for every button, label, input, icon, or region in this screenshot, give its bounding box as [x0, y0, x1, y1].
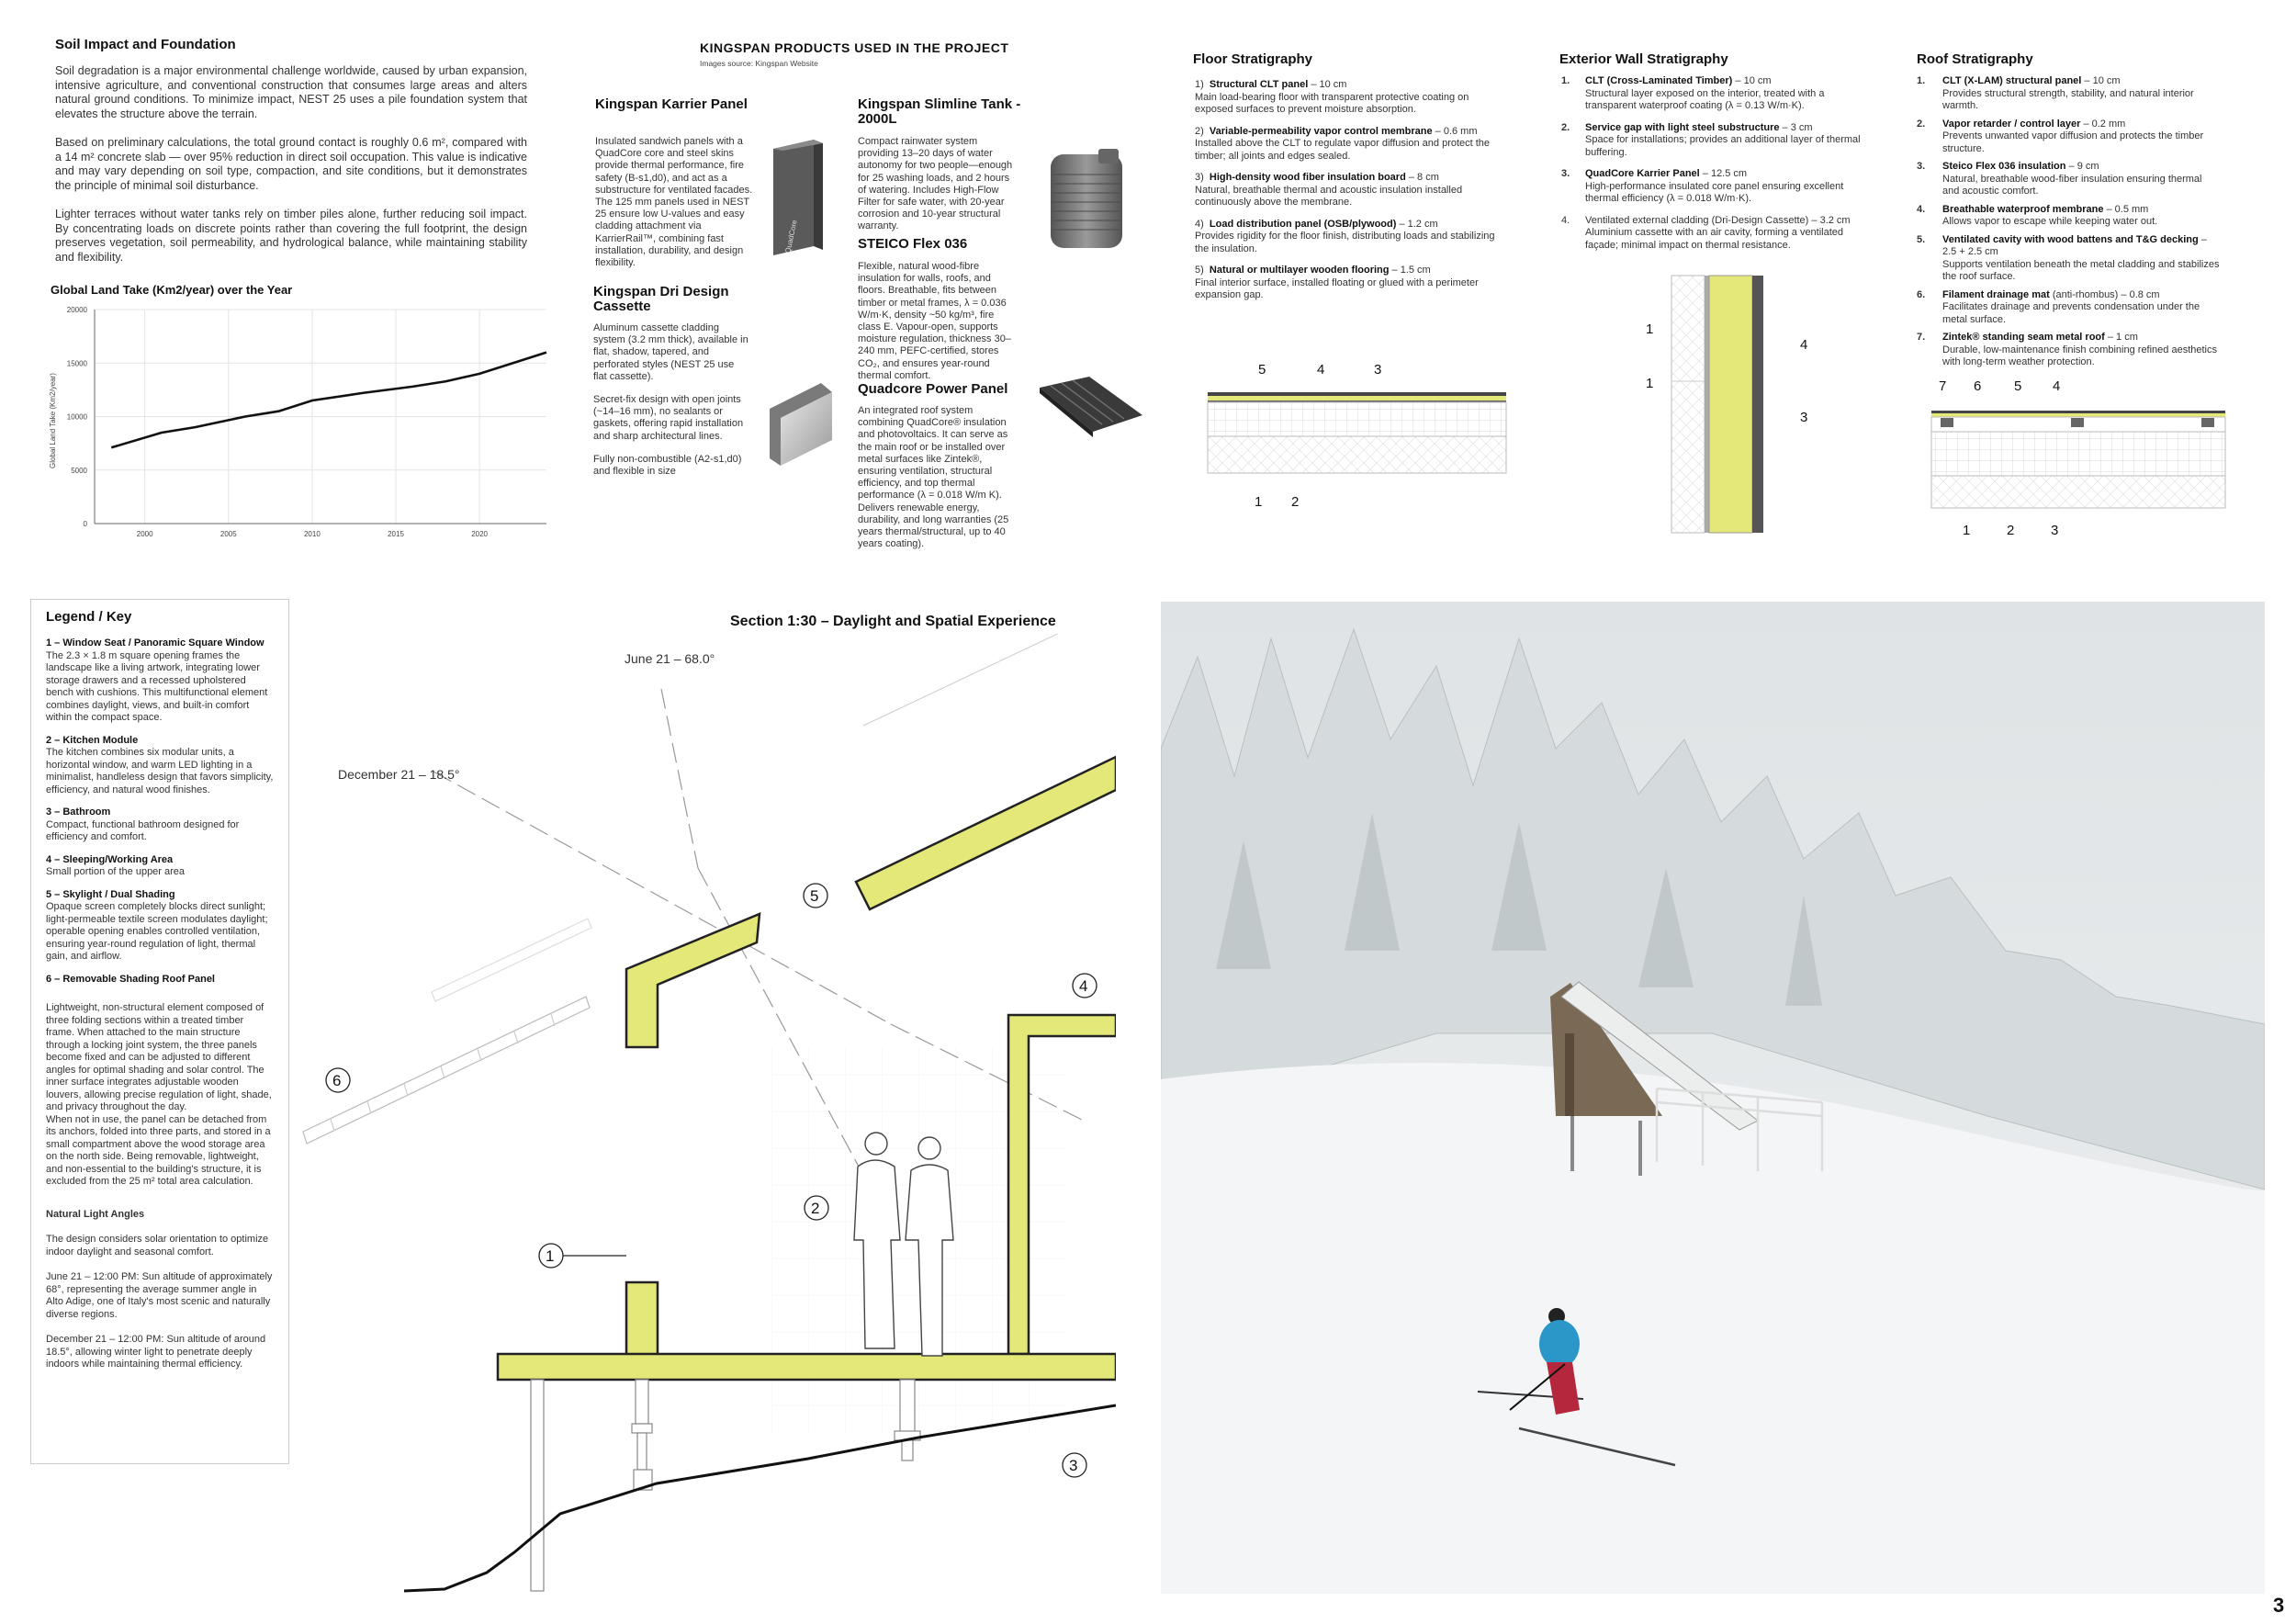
legend-natural-p: The design considers solar orientation to optimize indoor daylight and seasonal comfort. [46, 1234, 269, 1257]
roof-item-title: Breathable waterproof membrane [1942, 203, 2104, 215]
floor-item-desc: Main load-bearing floor with transparent protective coating on exposed surfaces to prevent moisture absorption. [1195, 91, 1469, 115]
section-num-2: 2 [811, 1200, 820, 1217]
wall-label-1a: 1 [1646, 321, 1654, 337]
wall-item-size: – 3 cm [1779, 121, 1813, 133]
floor-item-num: 5) [1195, 265, 1204, 276]
roof-item-title: Steico Flex 036 insulation [1942, 161, 2066, 172]
roof-item [1917, 204, 2220, 229]
slimline-title: Kingspan Slimline Tank - 2000L [858, 96, 1021, 127]
products-title: KINGSPAN PRODUCTS USED IN THE PROJECT [700, 40, 1009, 55]
wall-item [1561, 215, 1874, 253]
floor-label-1: 1 [1255, 494, 1263, 510]
chart-ylabel: Global Land Take (Km2/year) [49, 373, 57, 468]
slimline-tank-image [1047, 147, 1130, 253]
chart-xtick-label: 2005 [219, 530, 237, 538]
soil-title: Soil Impact and Foundation [55, 37, 236, 52]
wall-item-desc: Space for installations; provides an additional layer of thermal buffering. [1585, 134, 1861, 158]
wall-item-num: 3. [1561, 168, 1570, 179]
roof-item-size: – 9 cm [2065, 161, 2099, 172]
floor-label-4: 4 [1317, 362, 1325, 378]
roof-item [1917, 75, 2220, 113]
roof-item [1917, 289, 2220, 327]
section-num-5: 5 [810, 887, 819, 905]
quadcore-desc: An integrated roof system combining QuadCore® insulation and photovoltaics. It can serve as the main roof or be installed over metal surfaces like Zintek®, ensuring ventilation, structural efficiency, and top thermal performance (λ = 0.018 W/m K). Delivers renewable energy, durability, and long warranties (25 years thermal/structural, up to 40 years coating). [858, 405, 1009, 550]
roof-label-2: 2 [2007, 523, 2015, 537]
roof-item-size: – 1 cm [2104, 332, 2138, 343]
wall-item-title: Service gap with light steel substructure [1585, 121, 1780, 133]
floor-item-num: 2) [1195, 125, 1204, 137]
roof-title: Roof Stratigraphy [1917, 51, 2033, 67]
section-num-4: 4 [1079, 977, 1088, 995]
chart-xtick-label: 2015 [388, 530, 404, 538]
roof-item-desc: Allows vapor to escape while keeping water out. [1942, 216, 2158, 227]
floor-item-desc: Final interior surface, installed floating or glued with a perimeter expansion gap. [1195, 276, 1479, 300]
wall-item-desc: Structural layer exposed on the interior, treated with a transparent waterproof coating (λ = 0.13 W/m·K). [1585, 87, 1825, 111]
roof-label-3: 3 [2051, 523, 2059, 537]
sun-ray-december [433, 772, 891, 1024]
floor-item-size: – 8 cm [1405, 172, 1439, 183]
quadcore-title: Quadcore Power Panel [858, 381, 1008, 397]
wall-title: Exterior Wall Stratigraphy [1559, 51, 1728, 67]
floor-item-desc: Installed above the CLT to regulate vapor diffusion and protect the timber; all joints and edges sealed. [1195, 138, 1491, 162]
dri-desc-2: Secret-fix design with open joints (~14–16 mm), no sealants or gaskets, offering rapid installation and sharp architectural lines. [593, 394, 744, 442]
products-source: Images source: Kingspan Website [700, 59, 818, 68]
sun-label-december: December 21 – 18.5° [338, 767, 460, 782]
wall-item-num: 4. [1561, 214, 1570, 226]
legend-item-desc: Opaque screen completely blocks direct sunlight; light-permeable textile screen modulates daylight; operable opening enables controlled ventilation, ensuring year-round regulation of light, thermal gain, and airflow. [46, 901, 268, 962]
legend-item-desc: Small portion of the upper area [46, 866, 186, 877]
chart-axes [67, 306, 546, 538]
legend-item [46, 854, 274, 879]
quadcore-panel-image [1036, 375, 1146, 439]
legend-june-p: June 21 – 12:00 PM: Sun altitude of approximately 68°, representing the average summer angle in Alto Adige, one of Italy's most scenic and naturally diverse regions. [46, 1271, 273, 1320]
roof-item-size: (anti-rhombus) – 0.8 cm [2049, 288, 2160, 300]
floor-item-title: High-density wood fiber insulation board [1209, 172, 1406, 183]
chart-ytick-label: 5000 [71, 466, 87, 475]
wall-section-diagram [1635, 271, 1837, 537]
wall-item [1561, 168, 1874, 206]
floor-item-num: 1) [1195, 79, 1204, 90]
legend-title: Legend / Key [46, 609, 132, 625]
roof-label-4: 4 [2053, 378, 2061, 394]
chart-ytick-label: 20000 [66, 306, 87, 314]
roof-item-title: Zintek® standing seam metal roof [1942, 332, 2105, 343]
roof-item-desc: Supports ventilation beneath the metal cladding and stabilizes the roof surface. [1942, 258, 2220, 282]
legend-shading-p2: When not in use, the panel can be detached from its anchors, folded into three parts, and stored in a small compartment above the wood storage area on the north side. Being removable, lightweight, and non-essential to the building's structure, it is excluded from the 25 m² total area calculation. [46, 1113, 271, 1187]
roof-upper-panel [856, 757, 1116, 909]
wall-item-size: Ventilated external cladding (Dri-Design Cassette) – 3.2 cm [1585, 214, 1851, 226]
section-num-3: 3 [1069, 1457, 1078, 1474]
floor-label-3: 3 [1374, 362, 1382, 378]
roof-label-5: 5 [2014, 378, 2022, 394]
floor-item-size: – 1.5 cm [1389, 265, 1431, 276]
floor-item-title: Natural or multilayer wooden flooring [1209, 265, 1390, 276]
legend-item [46, 889, 274, 964]
roof-item-desc: Durable, low-maintenance finish combining refined aesthetics with long-term weather protection. [1942, 344, 2217, 367]
floor-item-title: Structural CLT panel [1209, 79, 1309, 90]
legend-item [46, 637, 274, 725]
roof-item-num: 4. [1917, 203, 1926, 215]
legend-item [46, 806, 274, 844]
wall-item-num: 2. [1561, 121, 1570, 133]
wall-item-size: – 10 cm [1732, 75, 1772, 86]
roof-item [1917, 234, 2220, 284]
chart-grid [95, 310, 546, 524]
soil-text [55, 64, 527, 265]
roof-item-num: 5. [1917, 233, 1926, 245]
karrier-panel-image [766, 138, 830, 257]
site-photo [1161, 602, 2265, 1594]
floor-slab [498, 1354, 1116, 1380]
floor-item [1195, 219, 1498, 256]
wall-left [626, 1282, 658, 1359]
chart-ytick-label: 10000 [66, 412, 87, 422]
legend-dec-p: December 21 – 12:00 PM: Sun altitude of around 18.5°, allowing winter light to penetrate deeply indoors while maintaining thermal efficiency. [46, 1334, 266, 1370]
roof-label-6: 6 [1974, 378, 1982, 394]
legend-item-title: 3 – Bathroom [46, 806, 111, 818]
roof-item-desc: Provides structural strength, stability, and natural interior warmth. [1942, 87, 2194, 111]
floor-label-2: 2 [1291, 494, 1300, 510]
dri-title: Kingspan Dri Design Cassette [593, 284, 729, 314]
roof-item-desc: Natural, breathable wood-fiber insulation ensuring thermal and acoustic comfort. [1942, 173, 2202, 197]
floor-item-desc: Provides rigidity for the floor finish, distributing loads and stabilizing the insulation. [1195, 231, 1495, 254]
steico-title: STEICO Flex 036 [858, 236, 968, 252]
floor-item-size: – 0.6 mm [1432, 125, 1478, 137]
section-num-6: 6 [332, 1072, 342, 1089]
wall-label-4: 4 [1800, 337, 1808, 353]
dri-cassette-image [766, 381, 839, 468]
floor-item [1195, 265, 1498, 302]
wall-item-num: 1. [1561, 75, 1570, 86]
wall-item-title: CLT (Cross-Laminated Timber) [1585, 75, 1733, 86]
legend-item-desc: The 2.3 × 1.8 m square opening frames the landscape like a living artwork, integrating lower storage drawers and a recessed upholstered bench with cushions. This multifunctional element combines daylight, views, and built-in comfort within the compact space. [46, 649, 268, 723]
wall-item-desc: Aluminium cassette with an air cavity, forming a ventilated façade; minimal impact on thermal resistance. [1585, 227, 1844, 251]
floor-item-title: Load distribution panel (OSB/plywood) [1209, 218, 1397, 230]
wall-item-title: QuadCore Karrier Panel [1585, 168, 1700, 179]
floor-label-5: 5 [1258, 362, 1266, 378]
roof-item-title: Vapor retarder / control layer [1942, 118, 2081, 130]
chart-series-line [111, 353, 546, 448]
chart-ytick-label: 15000 [66, 359, 87, 368]
floor-item [1195, 79, 1498, 117]
chart-xtick-label: 2020 [471, 530, 489, 538]
roof-item-num: 2. [1917, 118, 1926, 130]
terrain-line [404, 1405, 1116, 1591]
floor-item-num: 3) [1195, 172, 1204, 183]
wall-label-3: 3 [1800, 410, 1808, 425]
wall-list [1561, 75, 1874, 261]
legend-item-title: 2 – Kitchen Module [46, 734, 139, 746]
legend-shading-p1: Lightweight, non-structural element composed of three folding sections within a treated timber frame. When attached to the main structure through a locking joint system, the three panels become fixed and can be adjusted to different angles for optimal shading and solar control. The inner surface integrates adjustable wooden louvers, allowing precise regulation of light, shade, and privacy throughout the day. [46, 1002, 272, 1112]
wall-label-1b: 1 [1646, 376, 1654, 391]
dri-desc [593, 322, 749, 478]
legend-item [46, 974, 274, 987]
roof-item-size: – 2.5 + 2.5 cm [1942, 233, 2207, 257]
soil-p3: Lighter terraces without water tanks rely on timber piles alone, further reducing soil impact. By concentrating loads on discrete points rather than covering the full footprint, the design preserves vegetation, soil permeability, and hydrological balance, while maintaining stability and flexibility. [55, 208, 527, 264]
karrier-desc: Insulated sandwich panels with a QuadCore core and steel skins provide thermal performance, fire safety (B-s1,d0), and act as a substructure for ventilated facades. The 125 mm panels used in NEST 25 ensure low U-values and easy cladding attachment via KarrierRail™, combining fast installation, durability, and design flexibility. [595, 136, 753, 269]
floor-item-title: Variable-permeability vapor control membrane [1209, 125, 1433, 137]
roof-item-desc: Facilitates drainage and prevents condensation under the metal surface. [1942, 301, 2200, 325]
floor-title: Floor Stratigraphy [1193, 51, 1313, 67]
legend-natural-title: Natural Light Angles [46, 1208, 145, 1220]
land-take-chart [37, 299, 551, 542]
roof-item-size: – 0.2 mm [2080, 118, 2126, 130]
floor-item-num: 4) [1195, 218, 1204, 230]
dri-desc-1: Aluminum cassette cladding system (3.2 mm thick), available in flat, shadow, tapered, and perforated styles (NEST 25 use flat cassette). [593, 322, 748, 382]
section-num-1: 1 [546, 1247, 555, 1265]
section-drawing [294, 634, 1116, 1598]
wall-item-size: – 12.5 cm [1699, 168, 1748, 179]
wall-item [1561, 122, 1874, 160]
legend-box [30, 599, 289, 1464]
roof-item [1917, 118, 2220, 156]
roof-item [1917, 332, 2220, 369]
roof-item-desc: Prevents unwanted vapor diffusion and protects the timber structure. [1942, 130, 2204, 154]
roof-list [1917, 75, 2220, 375]
soil-p1: Soil degradation is a major environmental challenge worldwide, caused by urban expansion, intensive agriculture, and conventional construction that consumes large areas and alters natural ground conditions. To minimize impact, NEST 25 uses a pile foundation system that elevates the structure above the terrain. [55, 64, 527, 120]
sun-label-june: June 21 – 68.0° [625, 651, 715, 666]
chart-xtick-label: 2010 [303, 530, 321, 538]
legend-item-desc: The kitchen combines six modular units, a horizontal window, and warm LED lighting in a minimalist, handleless design that favors simplicity, efficiency, and natural wood finishes. [46, 747, 274, 795]
roof-lower-panel [626, 914, 760, 1047]
chart-xtick-label: 2000 [136, 530, 153, 538]
roof-section-diagram [1924, 372, 2236, 537]
legend-item-title: 6 – Removable Shading Roof Panel [46, 973, 215, 985]
roof-label-1: 1 [1963, 523, 1971, 537]
karrier-panel-label: QuadCore [783, 219, 799, 254]
roof-item-num: 7. [1917, 332, 1926, 343]
karrier-title: Kingspan Karrier Panel [595, 96, 748, 112]
legend-item [46, 735, 274, 797]
floor-list [1195, 79, 1498, 311]
soil-p2: Based on preliminary calculations, the total ground contact is roughly 0.6 m², compared with a 14 m² concrete slab — over 95% reduction in direct soil occupation. This value is indicative and may vary depending on soil type, compaction, and site conditions, but it demonstrates the principle of minimal soil disturbance. [55, 136, 527, 192]
roof-item-size: – 10 cm [2081, 75, 2121, 86]
dri-desc-3: Fully non-combustible (A2-s1,d0) and flexible in size [593, 453, 742, 478]
legend-item-desc: Compact, functional bathroom designed for efficiency and comfort. [46, 818, 240, 842]
legend-item-title: 1 – Window Seat / Panoramic Square Window [46, 637, 264, 648]
wall-item [1561, 75, 1874, 113]
floor-item [1195, 172, 1498, 209]
floor-item-size: – 1.2 cm [1396, 218, 1438, 230]
legend-item-title: 5 – Skylight / Dual Shading [46, 888, 175, 900]
floor-item [1195, 126, 1498, 164]
roof-item-title: Filament drainage mat [1942, 288, 2050, 300]
roof-item-num: 3. [1917, 161, 1926, 172]
section-title: Section 1:30 – Daylight and Spatial Experience [730, 614, 1056, 629]
floor-section-diagram [1203, 354, 1515, 514]
roof-item-num: 6. [1917, 288, 1926, 300]
floor-item-size: – 10 cm [1308, 79, 1347, 90]
roof-item-num: 1. [1917, 75, 1926, 86]
steico-desc: Flexible, natural wood-fibre insulation for walls, roofs, and floors. Breathable, fits between timber or metal frames, λ = 0.036 W/m·K, density ~50 kg/m³, fire class E. Vapour-open, supports moisture regulation, thickness 30–240 mm, PEFC-certified, stores CO₂, and ensures year-round thermal comfort. [858, 261, 1011, 381]
roof-item-title: Ventilated cavity with wood battens and T&G decking [1942, 233, 2199, 245]
chart-ytick-label: 0 [83, 520, 87, 528]
shading-roof-panel [303, 919, 591, 1144]
chart-title: Global Land Take (Km2/year) over the Year [51, 283, 293, 297]
roof-label-7: 7 [1939, 378, 1947, 394]
wall-item-desc: High-performance insulated core panel ensuring excellent thermal efficiency (λ = 0.018 W/m·K). [1585, 180, 1844, 204]
roof-item [1917, 161, 2220, 198]
floor-item-desc: Natural, breathable thermal and acoustic insulation installed continuously above the membrane. [1195, 184, 1463, 208]
roof-item-title: CLT (X-LAM) structural panel [1942, 75, 2082, 86]
page-number: 3 [2273, 1594, 2285, 1617]
roof-item-size: – 0.5 mm [2103, 203, 2149, 215]
legend-item-title: 4 – Sleeping/Working Area [46, 853, 174, 865]
slimline-desc: Compact rainwater system providing 13–20 days of water autonomy for two people—enough for 25 washing loads, and 2 hours of watering. Includes High-Flow Filter for safe water, with 20-year corrosion and 10-year structural warranty. [858, 136, 1013, 232]
